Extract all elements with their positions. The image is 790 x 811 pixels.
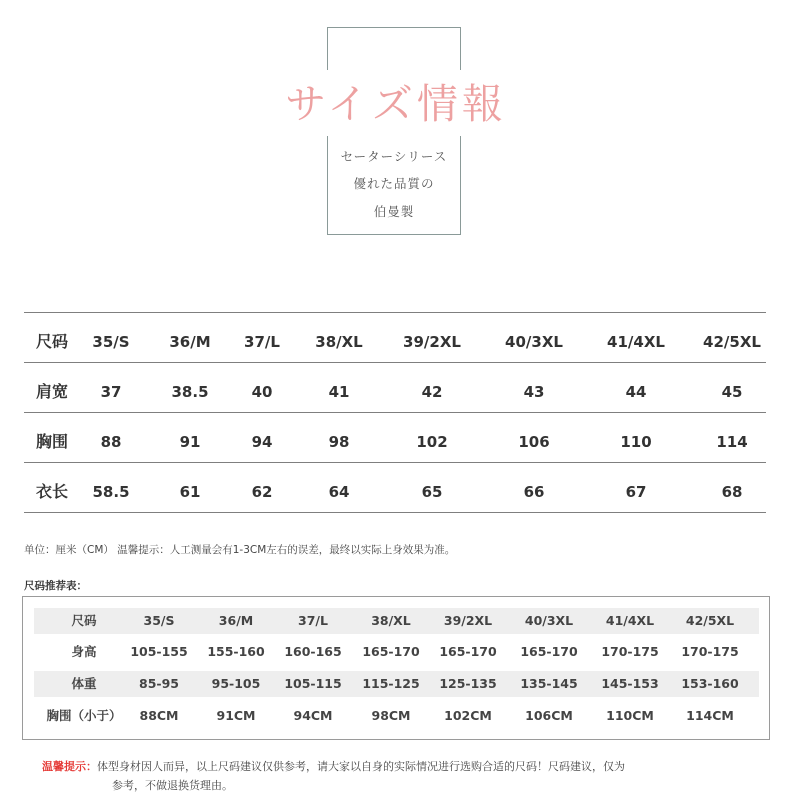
rec-header-cell: 36/M [218, 613, 254, 628]
table-cell: 114 [716, 433, 748, 451]
row-label-shoulder: 肩宽 [35, 382, 69, 401]
table-cell: 155-160 [207, 644, 265, 659]
rec-header-label: 尺码 [71, 613, 97, 628]
rec-header-cell: 40/3XL [524, 613, 574, 628]
table-cell: 170-175 [601, 644, 659, 659]
table-cell: 94 [251, 433, 273, 451]
recommendation-header-row [34, 608, 759, 634]
size-table-row-length [24, 463, 766, 513]
table-cell: 170-175 [681, 644, 739, 659]
recommendation-title: 尺码推荐表： [24, 580, 87, 592]
rec-header-cell: 35/S [143, 613, 175, 628]
table-cell: 125-135 [439, 676, 497, 691]
size-table [24, 312, 766, 513]
size-header-label: 尺码 [35, 332, 69, 351]
table-cell: 94CM [293, 708, 333, 723]
table-cell: 102CM [444, 708, 492, 723]
table-cell: 91CM [216, 708, 256, 723]
table-cell: 38.5 [171, 383, 209, 401]
table-cell: 110CM [606, 708, 654, 723]
size-header-cell: 35/S [92, 333, 130, 351]
table-cell: 62 [251, 483, 273, 501]
recommendation-row-height [34, 639, 759, 665]
table-cell: 88CM [139, 708, 179, 723]
row-label-chest: 胸围 [35, 432, 69, 451]
size-table-row-shoulder [24, 363, 766, 413]
page-title: サイズ情報 [285, 80, 507, 128]
rec-row-label-height: 身高 [71, 644, 97, 659]
size-header-cell: 36/M [169, 333, 211, 351]
table-cell: 61 [179, 483, 201, 501]
table-cell: 145-153 [601, 676, 659, 691]
table-cell: 115-125 [362, 676, 420, 691]
table-cell: 37 [100, 383, 122, 401]
rec-header-cell: 41/4XL [605, 613, 655, 628]
table-cell: 91 [179, 433, 201, 451]
table-cell: 165-170 [439, 644, 497, 659]
table-cell: 114CM [686, 708, 734, 723]
table-cell: 165-170 [520, 644, 578, 659]
table-cell: 65 [421, 483, 443, 501]
table-cell: 98 [328, 433, 350, 451]
table-cell: 88 [100, 433, 122, 451]
rec-header-cell: 38/XL [371, 613, 411, 628]
size-table-row-chest [24, 413, 766, 463]
unit-note: 单位：厘米（CM） 温馨提示：人工测量会有1-3CM左右的误差，最终以实际上身效果为准。 [24, 544, 456, 556]
size-header-cell: 39/2XL [403, 333, 461, 351]
table-cell: 106CM [525, 708, 573, 723]
table-cell: 135-145 [520, 676, 578, 691]
table-cell: 44 [625, 383, 647, 401]
table-cell: 67 [625, 483, 647, 501]
table-cell: 66 [523, 483, 545, 501]
rec-header-cell: 39/2XL [443, 613, 493, 628]
table-cell: 41 [328, 383, 350, 401]
table-cell: 98CM [371, 708, 411, 723]
recommendation-row-chest [34, 703, 759, 729]
size-header-cell: 41/4XL [607, 333, 665, 351]
row-label-length: 衣长 [35, 482, 69, 501]
table-cell: 58.5 [92, 483, 130, 501]
size-header-cell: 40/3XL [505, 333, 563, 351]
rec-row-label-weight: 体重 [71, 676, 97, 691]
table-cell: 40 [251, 383, 273, 401]
table-cell: 106 [518, 433, 550, 451]
table-cell: 102 [416, 433, 448, 451]
recommendation-table [22, 596, 770, 740]
table-cell: 68 [721, 483, 743, 501]
footer-text-1: 体型身材因人而异，以上尺码建议仅供参考，请大家以自身的实际情况进行选购合适的尺码！尺码建议，仅为 [97, 760, 625, 773]
size-header-cell: 38/XL [315, 333, 363, 351]
rec-header-cell: 42/5XL [685, 613, 735, 628]
subtitle-line-2: 優れた品質の [353, 176, 435, 191]
recommendation-row-weight [34, 671, 759, 697]
size-header-cell: 37/L [244, 333, 280, 351]
size-header-cell: 42/5XL [703, 333, 761, 351]
footer-line-1 [42, 757, 752, 776]
size-table-header-row [24, 313, 766, 363]
table-cell: 95-105 [211, 676, 261, 691]
table-cell: 42 [421, 383, 443, 401]
table-cell: 105-155 [130, 644, 188, 659]
table-cell: 64 [328, 483, 350, 501]
subtitle-line-1: セーターシリース [340, 149, 448, 164]
table-cell: 153-160 [681, 676, 739, 691]
table-cell: 45 [721, 383, 743, 401]
rec-row-label-chest: 胸围（小于） [46, 708, 122, 723]
rec-header-cell: 37/L [298, 613, 328, 628]
table-cell: 165-170 [362, 644, 420, 659]
table-cell: 160-165 [284, 644, 342, 659]
table-cell: 43 [523, 383, 545, 401]
footer-note [42, 757, 752, 795]
table-cell: 105-115 [284, 676, 342, 691]
footer-label: 温馨提示： [42, 760, 97, 773]
table-cell: 110 [620, 433, 652, 451]
footer-text-2: 参考，不做退换货理由。 [112, 779, 233, 792]
subtitle-line-3: 伯曼製 [373, 204, 415, 219]
table-cell: 85-95 [139, 676, 179, 691]
